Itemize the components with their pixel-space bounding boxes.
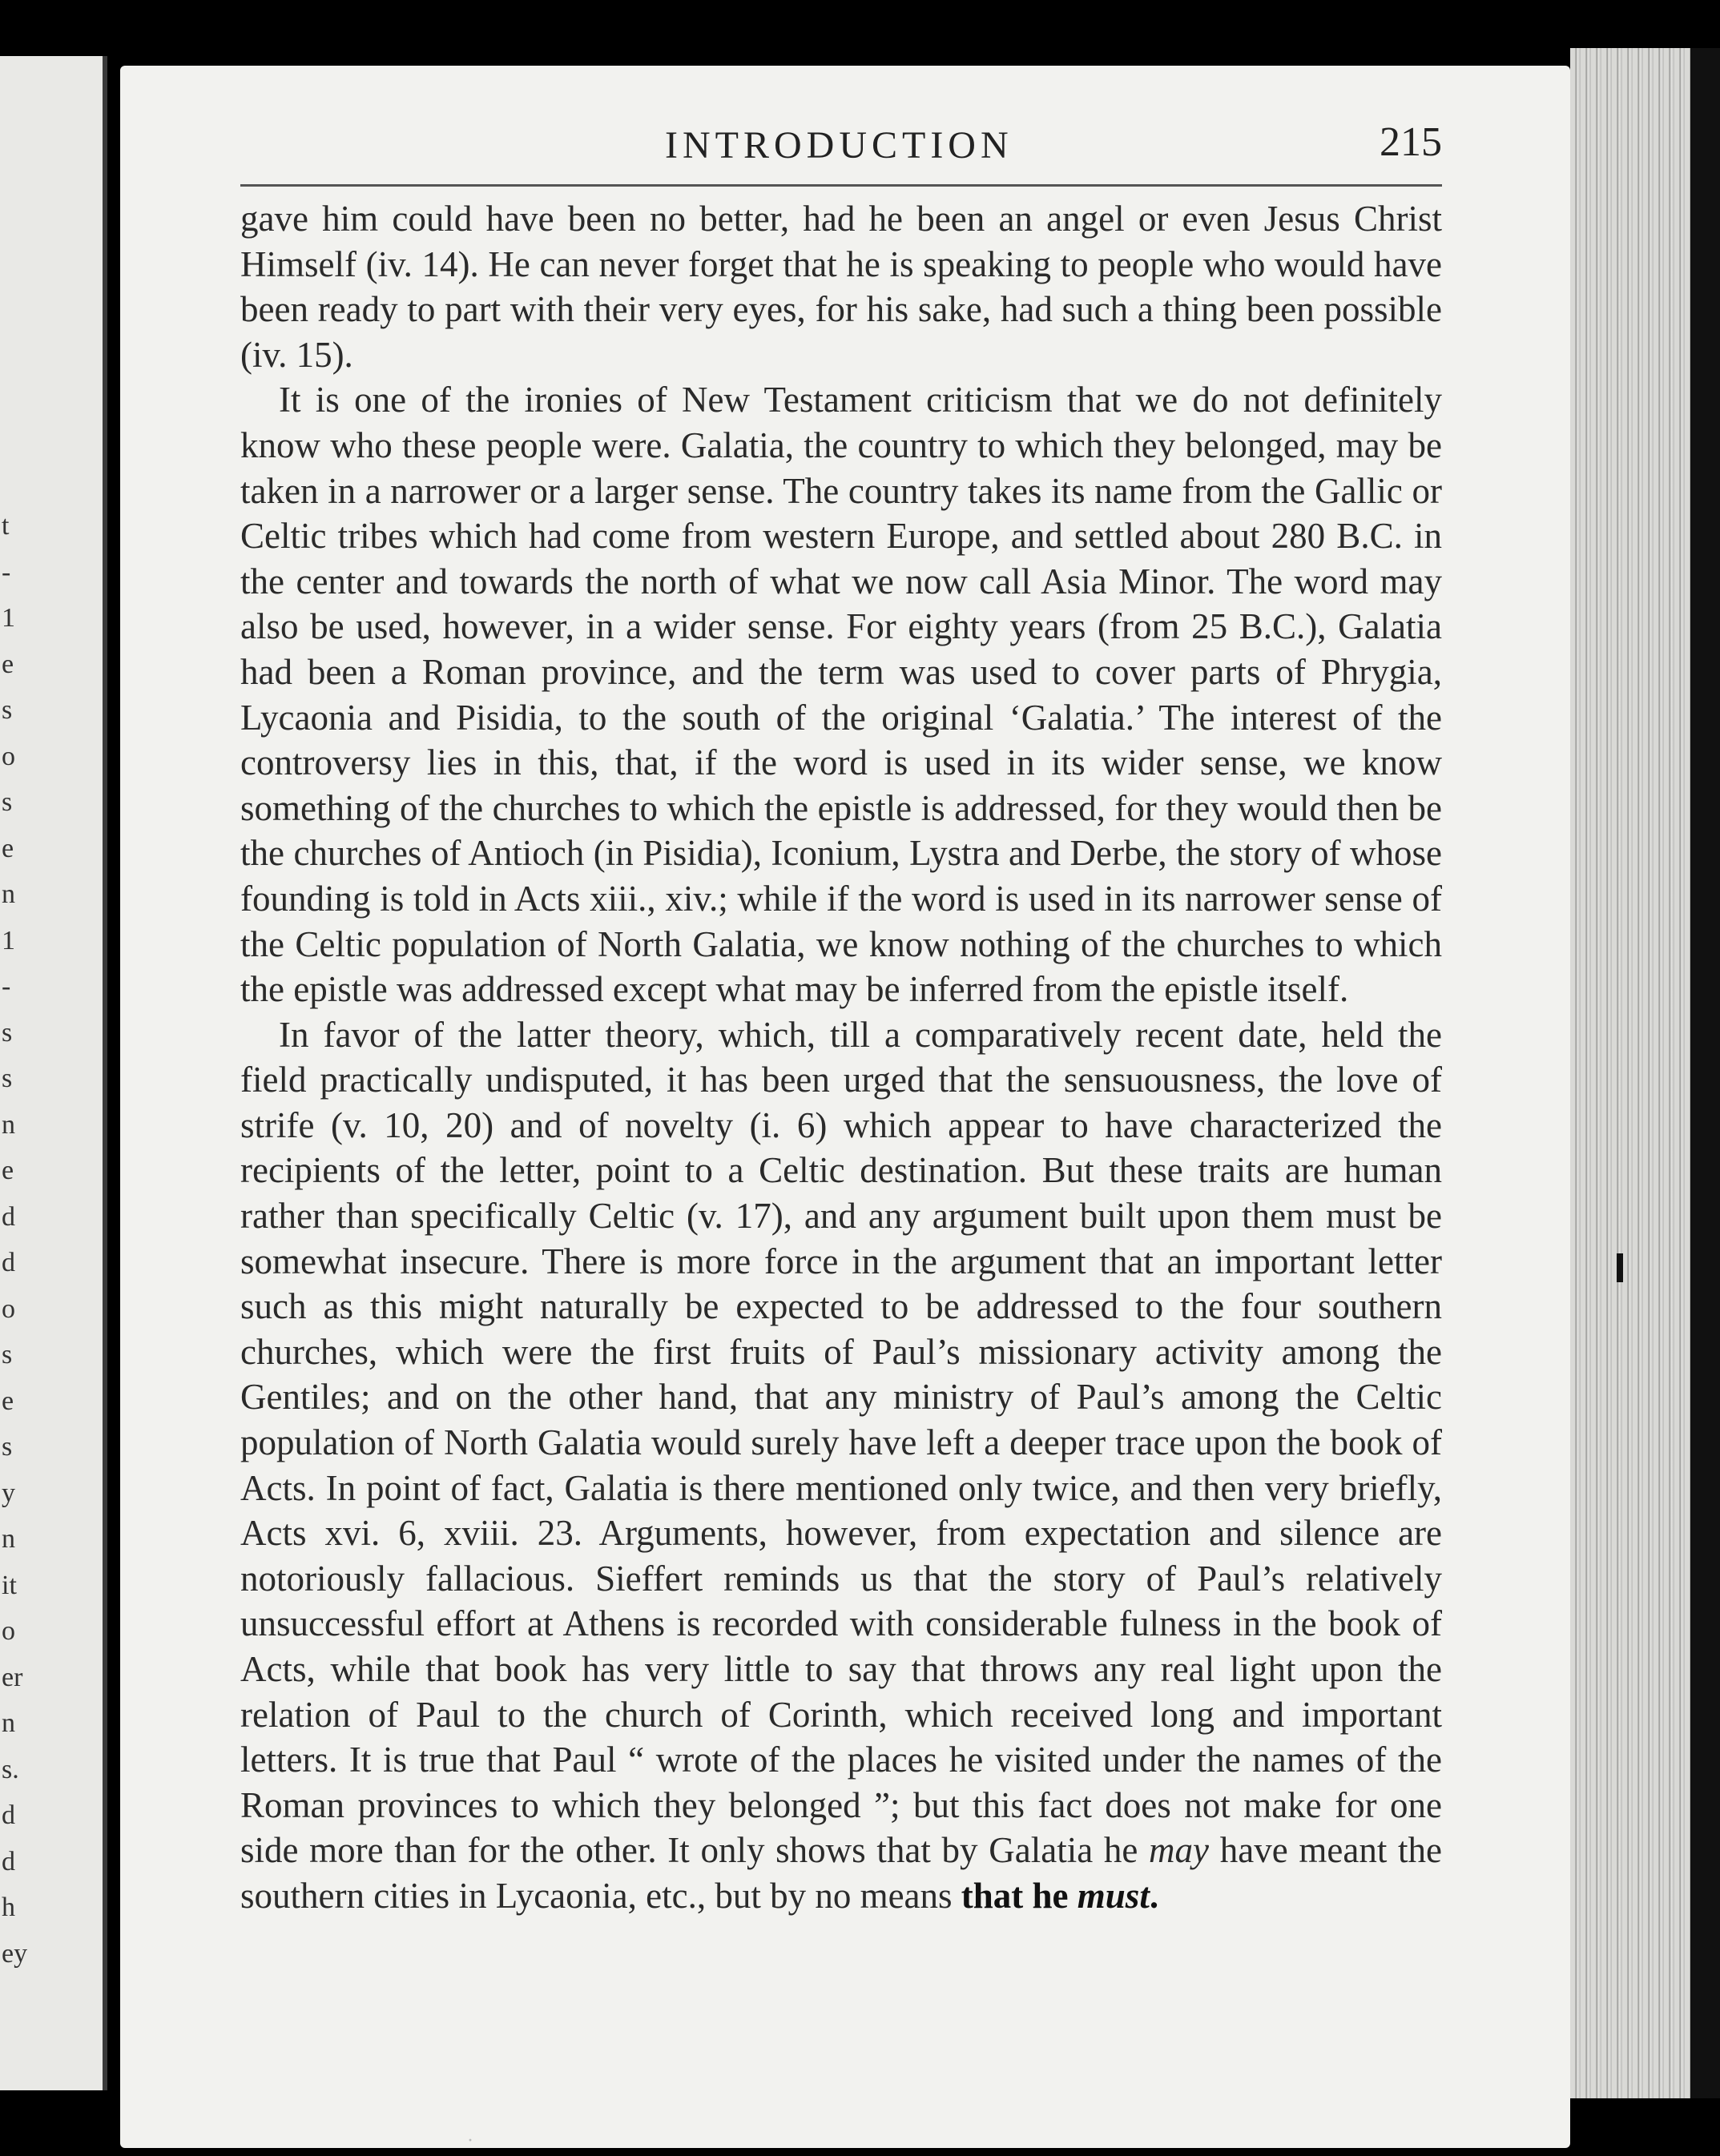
facing-page-fragment: e (2, 649, 14, 679)
facing-page-fragment: s. (2, 1754, 19, 1784)
facing-page-fragment: e (2, 833, 14, 863)
page-header (240, 112, 1442, 176)
margin-mark (1617, 1253, 1623, 1282)
facing-page-fragment: - (2, 971, 11, 1001)
facing-page-fragment: d (2, 1800, 15, 1830)
facing-page-fragment: s (2, 1064, 13, 1093)
facing-page-fragment: y (2, 1478, 15, 1508)
facing-page-fragment: it (2, 1570, 17, 1600)
facing-page-fragment: s (2, 695, 13, 725)
facing-page-fragment: n (2, 1524, 15, 1554)
scan-border (1690, 48, 1720, 2098)
text-run: gave him could have been no better, had he been an angel or even Jesus Christ Himself (iv. 14). He can never forget that he is speaking to people who would have been ready to part with their very eyes, for his sake, had such a thing been possible (iv. 15). (240, 199, 1442, 375)
facing-page-fragment: o (2, 1293, 15, 1324)
facing-page-fragment: er (2, 1662, 23, 1692)
text-run: It is one of the ironies of New Testament criticism that we do not definitely know who these people were. Galatia, the country to which they belonged, may be taken in a narrower or a larger sense. The country takes its name from the Gallic or Celtic tribes which had come from western Europe, and settled about 280 B.C. in the center and towards the north of what we now call Asia Minor. The word may also be used, however, in a wider sense. For eighty years (from 25 B.C.), Galatia had been a Roman province, and the term was used to cover parts of Phrygia, Lycaonia and Pisidia, to the south of the original ‘Galatia.’ The interest of the controversy lies in this, that, if the word is used in its wider sense, we know something of the churches to which the epistle is addressed, for they would then be the churches of Antioch (in Pisidia), Iconium, Lystra and Derbe, the story of whose founding is told in Acts xiii., xiv.; while if the word is used in its narrower sense of the Celtic population of North Galatia, we know nothing of the churches to which the epistle was addressed except what may be inferred from the epistle itself. (240, 380, 1442, 1010)
facing-page-fragment: d (2, 1201, 15, 1232)
text-run: In favor of the latter theory, which, till a comparatively recent date, held the field practically undisputed, it has been urged that the sensuousness, the love of strife (v. 10, 20) and of novelty (i. 6) which appear to have characterized the recipients of the letter, point to a Celtic destination. But these traits are human rather than specifically Celtic (v. 17), and any argument built upon them must be somewhat insecure. There is more force in the argument that an important letter such as this might naturally be expected to be addressed to the four southern churches, which were the first fruits of Paul’s missionary activity among the Gentiles; and on the other hand, that any ministry of Paul’s among the Celtic population of North Galatia would surely have left a deeper trace upon the book of Acts. In point of fact, Galatia is there mentioned only twice, and then very briefly, Acts xvi. 6, xviii. 23. Arguments, however, from expectation and silence are notoriously fallacious. Sieffert reminds us that the story of Paul’s relatively unsuccessful effort at Athens is recorded with considerable fulness in the book of Acts, while that book has very little to say that throws any real light upon the relation of Paul to the church of Corinth, which received long and important letters. It is true that Paul “ wrote of the places he visited under the names of the Roman provinces to which they belonged ”; but this fact does not make for one side more than for the other. It only shows that by Galatia he (240, 1014, 1442, 1871)
text-run: have meant the southern cities in Lycaonia, etc., but by no means (240, 1830, 1442, 1916)
facing-page-fragment: o (2, 1616, 15, 1646)
header-rule (240, 184, 1442, 187)
text-run: must (1077, 1875, 1150, 1916)
facing-page-fragment: o (2, 741, 15, 771)
facing-page-fragment: 1 (2, 925, 15, 955)
facing-page-fragment: n (2, 1109, 15, 1140)
body-text (240, 196, 1442, 1919)
facing-page-fragment: e (2, 1156, 14, 1185)
facing-page-fragment: e (2, 1386, 14, 1416)
facing-page-fragment: d (2, 1248, 15, 1277)
facing-page-fragment: n (2, 879, 15, 909)
text-run: may (1149, 1830, 1210, 1871)
facing-page-edge (0, 56, 107, 2090)
facing-page-fragment: ey (2, 1938, 28, 1969)
facing-page-fragment: s (2, 1340, 13, 1370)
paragraph (240, 196, 1442, 377)
facing-page-fragment: d (2, 1846, 15, 1876)
facing-page-fragment: h (2, 1893, 15, 1922)
scan-speck: · (467, 2130, 473, 2151)
facing-page-fragments (0, 56, 103, 2090)
page-number: 215 (1380, 119, 1442, 165)
facing-page-fragment: - (2, 557, 11, 587)
facing-page-fragment: s (2, 1017, 13, 1048)
facing-page-fragment: t (2, 511, 10, 541)
text-run: that he (961, 1875, 1078, 1916)
paragraph (240, 377, 1442, 1012)
facing-page-fragment: 1 (2, 603, 15, 633)
facing-page-fragment: s (2, 1432, 13, 1462)
text-run: . (1149, 1875, 1159, 1916)
paragraph (240, 1012, 1442, 1919)
page-edges (1570, 48, 1690, 2098)
facing-page-fragment: n (2, 1708, 15, 1738)
running-head: INTRODUCTION (665, 124, 1013, 167)
facing-page-fragment: s (2, 787, 13, 817)
